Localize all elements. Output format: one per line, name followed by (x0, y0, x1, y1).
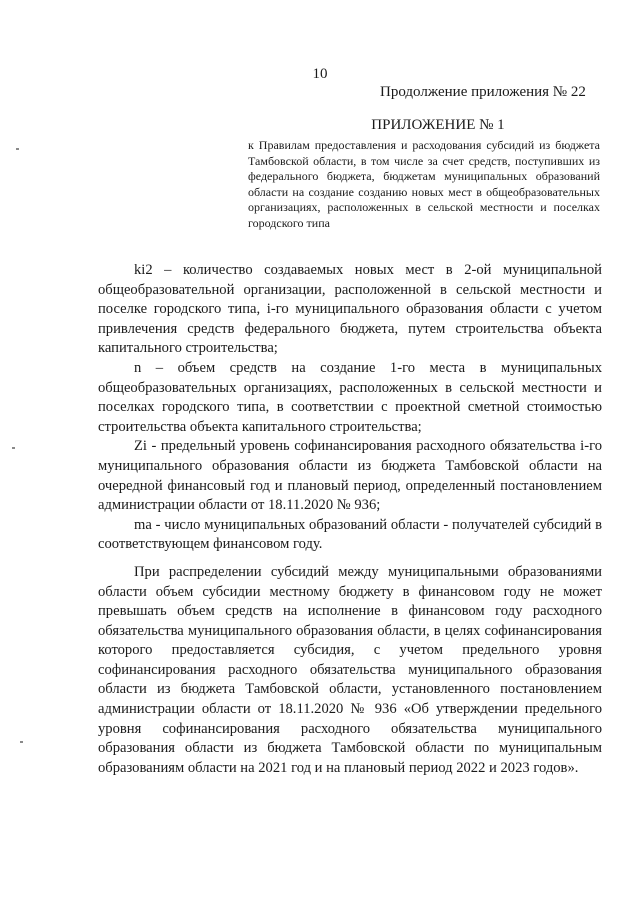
document-body (98, 261, 602, 778)
scan-mark (20, 741, 23, 743)
appendix-title: ПРИЛОЖЕНИЕ № 1 (371, 117, 505, 133)
paragraph-distribution: При распределении субсидий между муниципальными образованиями области объем субсидии местному бюджету в финансовом году не может превышать объем средств на исполнение в финансовом году расходного обязательства муниципального образования области, в целях софинансирования которого предоставляется субсидия, с учетом предельного уровня софинансирования расходного обязательства муниципального образования области из бюджета Тамбовской области, установленного постановлением администрации области от 18.11.2020 № 936 «Об утверждении предельного уровня софинансирования расходного обязательства муниципального образования области из бюджета Тамбовской области по муниципальным образованиям области на 2021 год и на плановый период 2022 и 2023 годов». (98, 563, 602, 776)
paragraph-zi: Zi - предельный уровень софинансирования расходного обязательства i-го муниципального образования области из бюджета Тамбовской области на очередной финансовый год и плановый период, определенный постановлением администрации области от 18.11.2020 № 936; (98, 438, 602, 514)
appendix-subtitle: к Правилам предоставления и расходования субсидий из бюджета Тамбовской области, в том числе за счет средств, поступивших из федерального бюджета, бюджетам муниципальных образований области на создание созданию новых мест в общеобразовательных организациях, расположенных в сельской местности и поселках городского типа (248, 138, 600, 230)
appendix-continuation-label: Продолжение приложения № 22 (380, 84, 586, 100)
paragraph-n: n – объем средств на создание 1-го места в муниципальных общеобразовательных организациях, расположенных в сельской местности и поселках городского типа, в соответствии с проектной сметной стоимостью строительства объекта капитального строительства; (98, 359, 602, 435)
paragraph-ma: ma - число муниципальных образований области - получателей субсидий в соответствующем финансовом году. (98, 516, 602, 553)
scan-mark (16, 148, 19, 150)
scan-mark (12, 447, 15, 449)
page-number: 10 (312, 66, 328, 82)
paragraph-ki2: ki2 – количество создаваемых новых мест в 2-ой муниципальной общеобразовательной организации, расположенной в сельской местности и поселке городского типа, i-го муниципального образования области с учетом привлечения средств федерального бюджета, путем строительства объекта капитального строительства; (98, 262, 602, 357)
